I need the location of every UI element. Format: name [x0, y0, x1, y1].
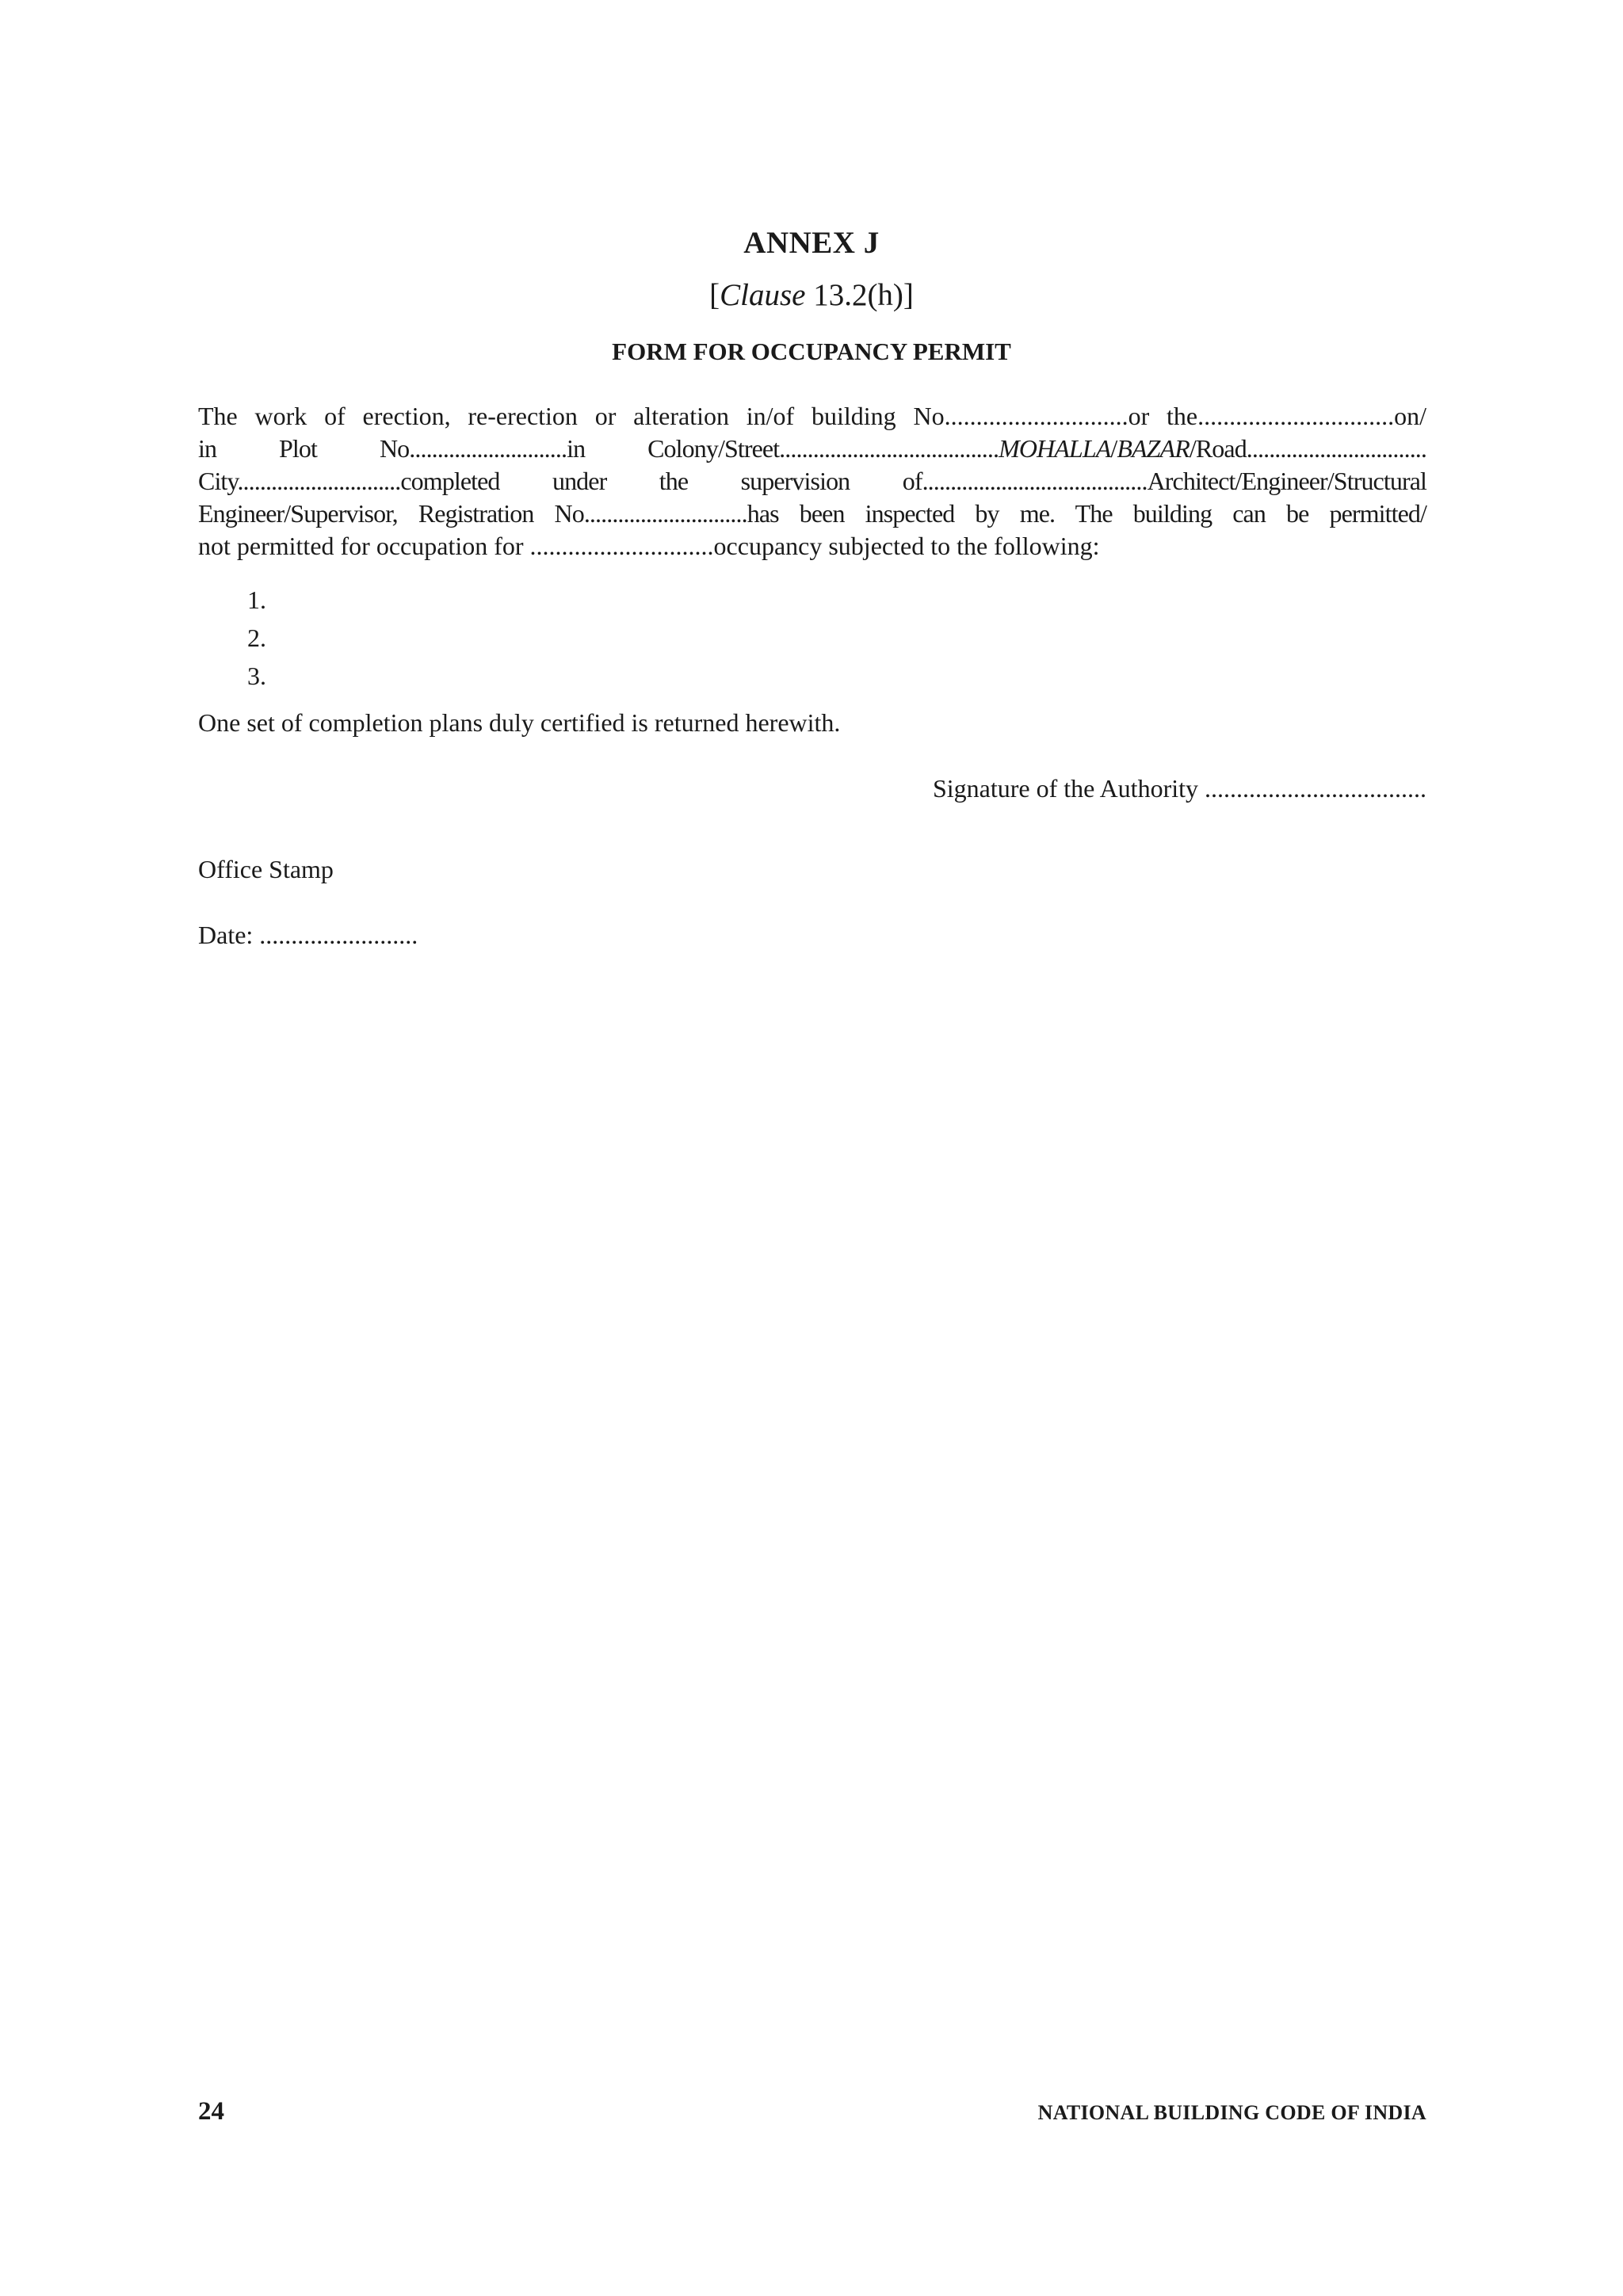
paragraph-line-5: not permitted for occupation for .............................occupancy subjected to the following:: [198, 532, 1100, 560]
annex-title: ANNEX J: [743, 226, 880, 260]
road-text: /Road................................: [1189, 434, 1426, 463]
condition-item-1: 1.: [247, 585, 266, 614]
clause-reference: [0, 277, 1623, 313]
conditions-list: [247, 581, 266, 695]
paragraph-line-4: Engineer/Supervisor, Registration No.............................has been inspected by me. The building can be permitted/: [198, 499, 1426, 528]
form-title: FORM FOR OCCUPANCY PERMIT: [612, 338, 1011, 365]
condition-item-3: 3.: [247, 662, 266, 690]
paragraph-line-3: City.............................completed under the supervision of........................................Architect/Engineer/Structural: [198, 467, 1426, 495]
signature-line: Signature of the Authority ...................................: [932, 774, 1426, 803]
permit-paragraph: [198, 400, 1426, 563]
paragraph-line-2: [198, 433, 1426, 465]
footer-publication-title: NATIONAL BUILDING CODE OF INDIA: [1037, 2101, 1426, 2124]
paragraph-line-1: The work of erection, re-erection or alteration in/of building No.............................or the...............................on/: [198, 402, 1426, 430]
completion-note: One set of completion plans duly certified is returned herewith.: [198, 708, 841, 737]
condition-item-2: 2.: [247, 624, 266, 652]
mohalla-bazar-slash: /: [1110, 434, 1117, 463]
page-number: 24: [198, 2097, 224, 2126]
bazar-text: BAZAR: [1117, 434, 1190, 463]
clause-number: 13.2(h)]: [805, 278, 914, 312]
plot-colony-text: in Plot No............................in Colony/Street.......................................: [198, 434, 999, 463]
clause-open-bracket: [: [709, 278, 720, 312]
clause-word: Clause: [720, 278, 806, 312]
date-line: Date: .........................: [198, 921, 418, 949]
office-stamp: Office Stamp: [198, 855, 334, 883]
mohalla-text: MOHALLA: [999, 434, 1111, 463]
